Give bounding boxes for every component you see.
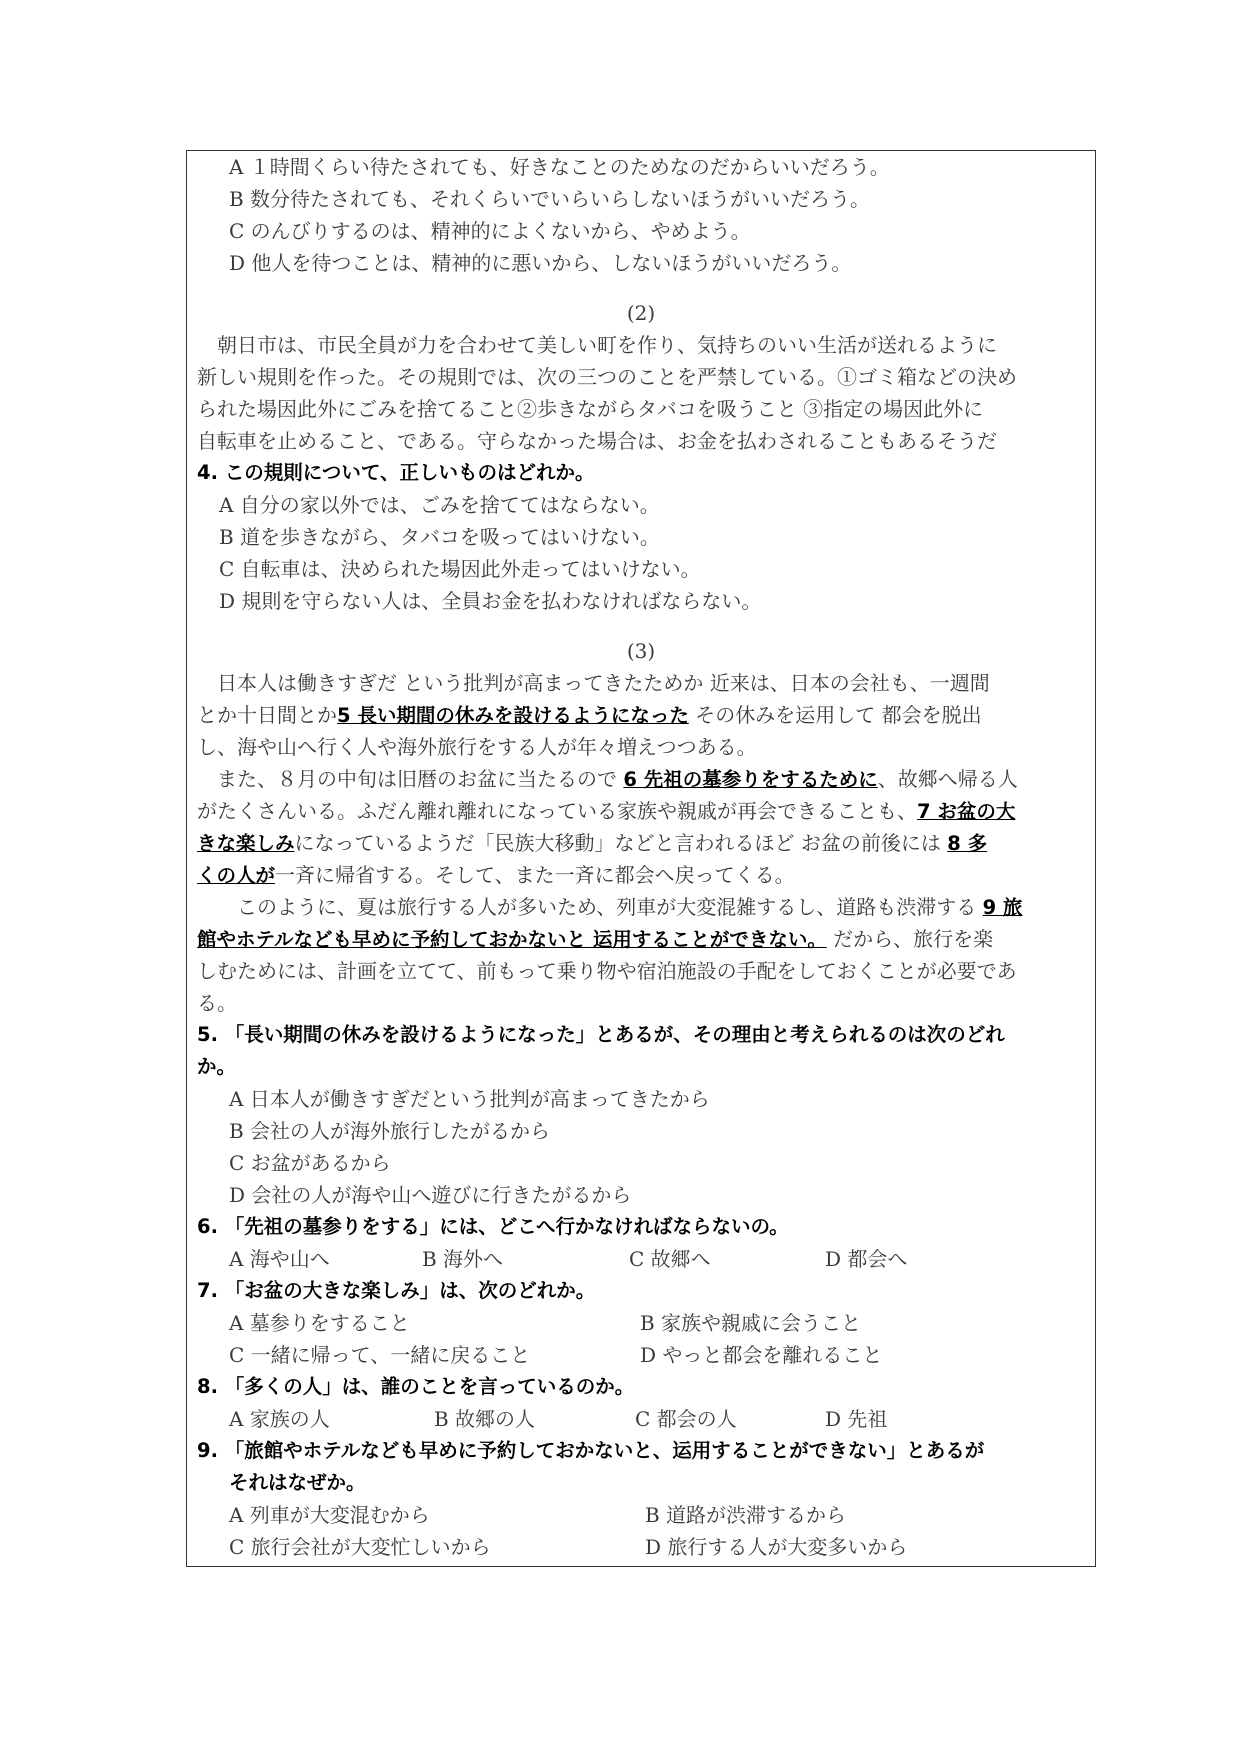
underlined-phrase-7: 7 お盆の大 bbox=[917, 800, 1016, 823]
underlined-phrase-5: 5 長い期間の休みを設けるようになった bbox=[337, 704, 689, 727]
option-a: A 墓参りをすること bbox=[229, 1311, 410, 1335]
passage-line: 自転車を止めること、である。守らなかった場合は、お金を払わされることもあるそうだ bbox=[197, 429, 997, 453]
option-d: D 先祖 bbox=[825, 1407, 888, 1431]
question-9-cont: それはなぜか。 bbox=[229, 1471, 366, 1494]
question-5: 5. 「長い期間の休みを設けるようになった」とあるが、その理由と考えられるのは次のどれ bbox=[197, 1023, 1005, 1046]
option-a: A 列車が大変混むから bbox=[229, 1503, 430, 1527]
passage-text: このように、夏は旅行する人が多いため、列車が大変混雑するし、道路も渋滞する bbox=[197, 895, 983, 919]
option-c: C 都会の人 bbox=[635, 1407, 737, 1431]
option-b: B 会社の人が海外旅行したがるから bbox=[229, 1119, 551, 1143]
passage-line bbox=[197, 859, 795, 891]
option-c: C 旅行会社が大変忙しいから bbox=[229, 1535, 491, 1559]
underlined-phrase-7: きな楽しみ bbox=[197, 832, 295, 855]
option-c: C お盆があるから bbox=[229, 1151, 391, 1175]
underlined-phrase-9: 館やホテルなども早めに予約しておかないと 运用することができない。 bbox=[197, 928, 827, 951]
document-frame bbox=[186, 150, 1096, 1567]
option-c: C のんびりするのは、精神的によくないから、やめよう。 bbox=[229, 219, 751, 243]
passage-text: だから、旅行を楽 bbox=[826, 927, 994, 951]
passage-text: その休みを运用して 都会を脱出 bbox=[688, 703, 982, 727]
option-c: C 故郷へ bbox=[629, 1247, 711, 1271]
passage-text: また、８月の中旬は旧暦のお盆に当たるので bbox=[197, 767, 624, 791]
underlined-phrase-8: 8 多 bbox=[947, 832, 988, 855]
passage-line bbox=[197, 699, 982, 731]
option-d: D 都会へ bbox=[825, 1247, 908, 1271]
option-b: B 家族や親戚に会うこと bbox=[640, 1311, 862, 1335]
option-d: D 規則を守らない人は、全員お金を払わなければならない。 bbox=[219, 589, 762, 613]
question-4: 4. この規則について、正しいものはどれか。 bbox=[197, 461, 595, 484]
question-6: 6. 「先祖の墓参りをする」には、どこへ行かなければならないの。 bbox=[197, 1215, 789, 1238]
passage-text: とか十日間とか bbox=[197, 703, 337, 727]
option-a: A 海や山へ bbox=[229, 1247, 330, 1271]
option-c: C 自転車は、決められた場因此外走ってはいけない。 bbox=[219, 557, 701, 581]
passage-line: 日本人は働きすぎだ という批判が高まってきたためか 近来は、日本の会社も、一週間 bbox=[197, 671, 990, 695]
underlined-phrase-6: 6 先祖の墓参りをするために bbox=[623, 768, 878, 791]
option-a: A 自分の家以外では、ごみを捨ててはならない。 bbox=[219, 493, 660, 517]
passage-text: がたくさんいる。ふだん離れ離れになっている家族や親戚が再会できることも、 bbox=[197, 799, 917, 823]
option-d: D やっと都会を離れること bbox=[640, 1343, 883, 1367]
passage-line: 新しい規則を作った。その規則では、次の三つのことを严禁している。①ゴミ箱などの決め bbox=[197, 365, 1017, 389]
question-9: 9. 「旅館やホテルなども早めに予約しておかないと、运用することができない」とあるが bbox=[197, 1439, 985, 1462]
option-a: A １時間くらい待たされても、好きなことのためなのだからいいだろう。 bbox=[229, 155, 890, 179]
passage-line: られた場因此外にごみを捨てること②歩きながらタバコを吸うこと ③指定の場因此外に bbox=[197, 397, 984, 421]
option-b: B 道を歩きながら、タバコを吸ってはいけない。 bbox=[219, 525, 660, 549]
passage-text: 一斉に帰省する。そして、また一斉に都会へ戻ってくる。 bbox=[275, 863, 795, 887]
passage-line: しむためには、計画を立てて、前もって乗り物や宿泊施設の手配をしておくことが必要であ bbox=[197, 959, 1017, 983]
option-b: B 道路が渋滞するから bbox=[645, 1503, 847, 1527]
passage-line bbox=[197, 827, 987, 859]
option-d: D 会社の人が海や山へ遊びに行きたがるから bbox=[229, 1183, 632, 1207]
passage-line: 朝日市は、市民全員が力を合わせて美しい町を作り、気持ちのいい生活が送れるように bbox=[197, 333, 997, 357]
section-heading-3: (3) bbox=[626, 639, 656, 663]
passage-text: 、故郷へ帰る人 bbox=[877, 767, 1018, 791]
passage-line bbox=[197, 891, 1022, 923]
question-7: 7. 「お盆の大きな楽しみ」は、次のどれか。 bbox=[197, 1279, 596, 1302]
option-c: C 一緒に帰って、一緒に戻ること bbox=[229, 1343, 531, 1367]
option-b: B 故郷の人 bbox=[434, 1407, 536, 1431]
passage-line bbox=[197, 923, 993, 955]
option-d: D 他人を待つことは、精神的に悪いから、しないほうがいいだろう。 bbox=[229, 251, 852, 275]
option-a: A 家族の人 bbox=[229, 1407, 330, 1431]
section-heading-2: (2) bbox=[626, 301, 656, 325]
underlined-phrase-9: 9 旅 bbox=[982, 896, 1023, 919]
passage-line bbox=[197, 763, 1018, 795]
question-8: 8. 「多くの人」は、誰のことを言っているのか。 bbox=[197, 1375, 635, 1398]
option-d: D 旅行する人が大変多いから bbox=[645, 1535, 908, 1559]
option-b: B 数分待たされても、それくらいでいらいらしないほうがいいだろう。 bbox=[229, 187, 871, 211]
passage-line: る。 bbox=[197, 991, 237, 1015]
passage-text: になっているようだ「民族大移動」などと言われるほど お盆の前後には bbox=[294, 831, 948, 855]
passage-line: し、海や山へ行く人や海外旅行をする人が年々増えつつある。 bbox=[197, 735, 757, 759]
underlined-phrase-8: くの人が bbox=[197, 864, 276, 887]
option-b: B 海外へ bbox=[422, 1247, 504, 1271]
option-a: A 日本人が働きすぎだという批判が高まってきたから bbox=[229, 1087, 710, 1111]
question-5-cont: か。 bbox=[197, 1055, 237, 1078]
passage-line bbox=[197, 795, 1015, 827]
